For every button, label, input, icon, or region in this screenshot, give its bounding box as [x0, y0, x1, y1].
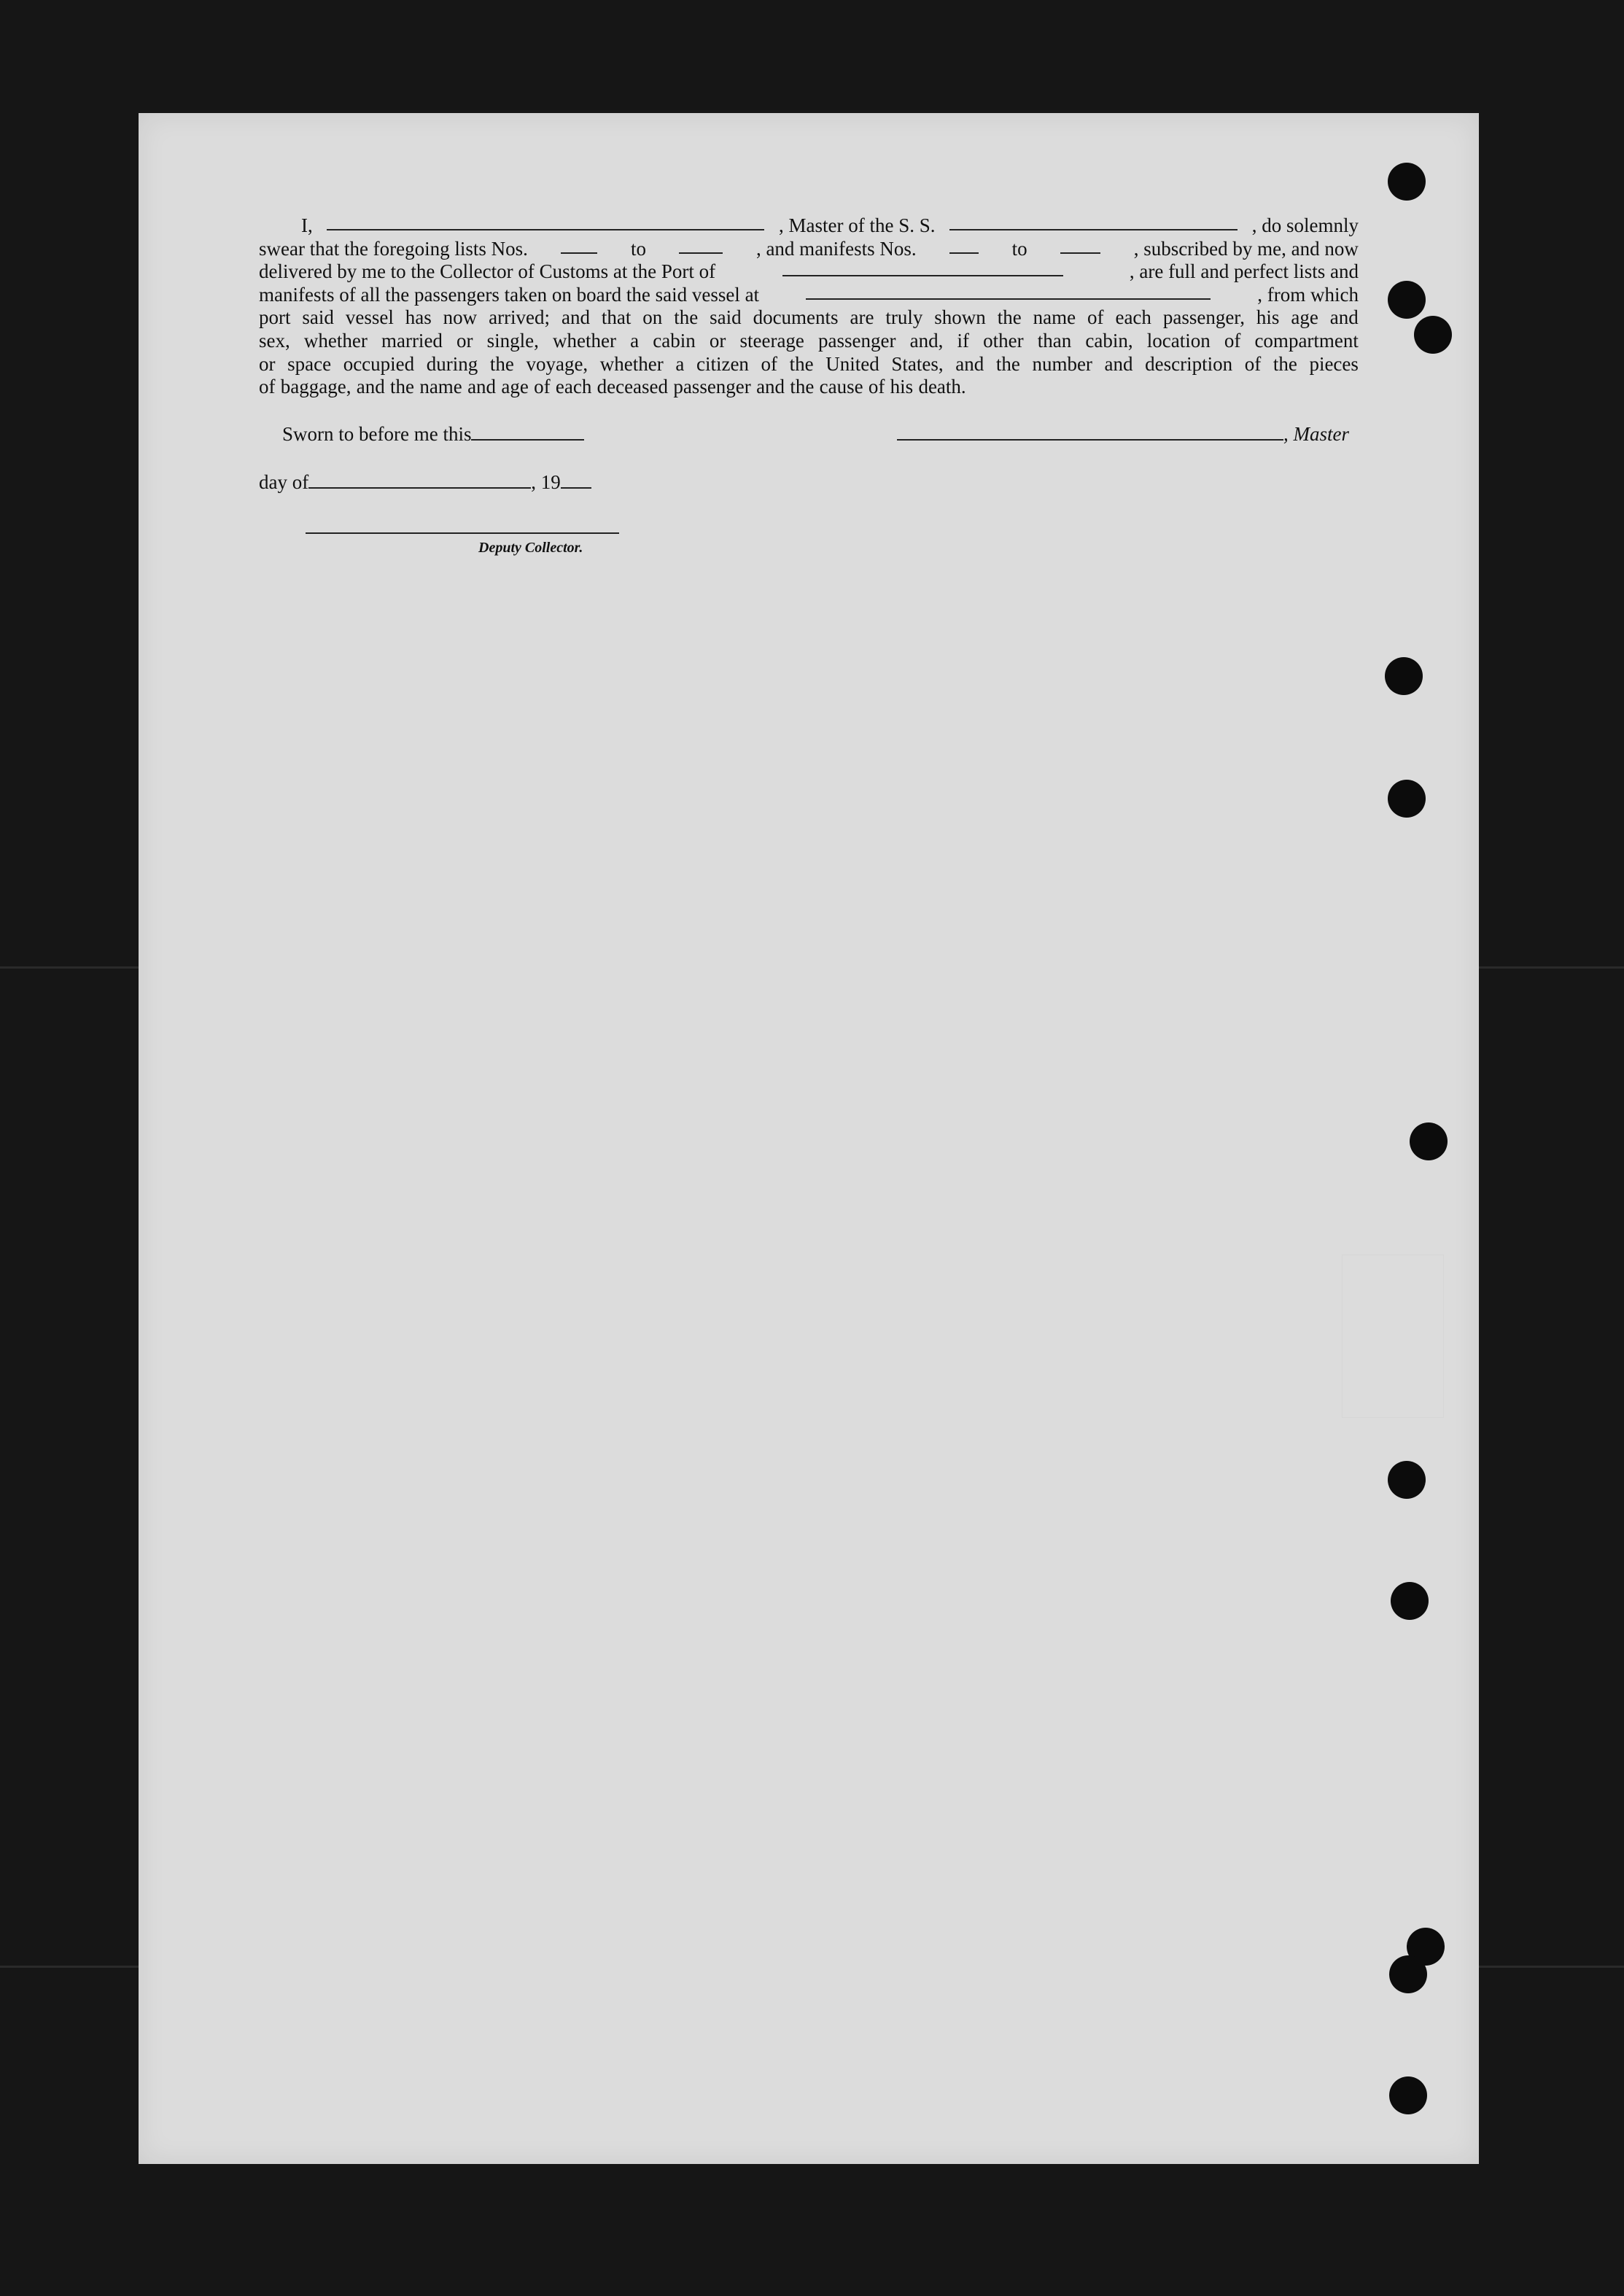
departure-port-blank [806, 284, 1211, 300]
faint-stamp [1342, 1254, 1444, 1418]
oath-line: or space occupied during the voyage, whether a citizen of the United States, and the number and description of the pieces [259, 352, 1359, 375]
binder-hole [1389, 1955, 1427, 1993]
form-page [139, 113, 1479, 2164]
port-blank [782, 260, 1063, 276]
manifests-to-blank [1060, 238, 1100, 254]
manifests-from-blank [949, 238, 979, 254]
oath-line: delivered by me to the Collector of Customs at the Port of , are full and perfect lists and [259, 260, 1359, 283]
binder-hole [1388, 780, 1426, 818]
master-oath-paragraph [259, 214, 1359, 399]
binder-hole [1389, 2076, 1427, 2114]
oath-line: I, , Master of the S. S. , do solemnly [301, 214, 1359, 236]
oath-line: sex, whether married or single, whether a cabin or steerage passenger and, if other than cabin, location of compartment [259, 329, 1359, 352]
master-signature-line: , Master [897, 423, 1349, 446]
year-blank [561, 473, 591, 489]
binder-hole [1388, 281, 1426, 319]
master-signature-blank [897, 424, 1283, 441]
sworn-line: Sworn to before me this [282, 423, 584, 446]
binder-hole [1414, 316, 1452, 354]
oath-line: of baggage, and the name and age of each deceased passenger and the cause of his death. [259, 376, 966, 398]
oath-line: port said vessel has now arrived; and that on the said documents are truly shown the name of each passenger, his age and [259, 306, 1359, 329]
binder-hole [1391, 1582, 1429, 1620]
month-blank [308, 473, 531, 489]
deputy-signature-rule [306, 532, 619, 534]
oath-line: swear that the foregoing lists Nos. to , and manifests Nos. to , subscribed by me, and now [259, 237, 1359, 260]
sworn-day-blank [471, 424, 584, 441]
lists-from-blank [561, 238, 597, 254]
date-line: day of , 19 [259, 471, 591, 494]
lists-to-blank [679, 238, 723, 254]
binder-hole [1410, 1122, 1448, 1160]
master-name-blank [327, 214, 764, 230]
deputy-collector-label: Deputy Collector. [478, 540, 583, 556]
binder-hole [1388, 163, 1426, 201]
binder-hole [1385, 657, 1423, 695]
binder-hole [1388, 1461, 1426, 1499]
vessel-name-blank [949, 214, 1238, 230]
oath-line: manifests of all the passengers taken on board the said vessel at , from which [259, 283, 1359, 306]
